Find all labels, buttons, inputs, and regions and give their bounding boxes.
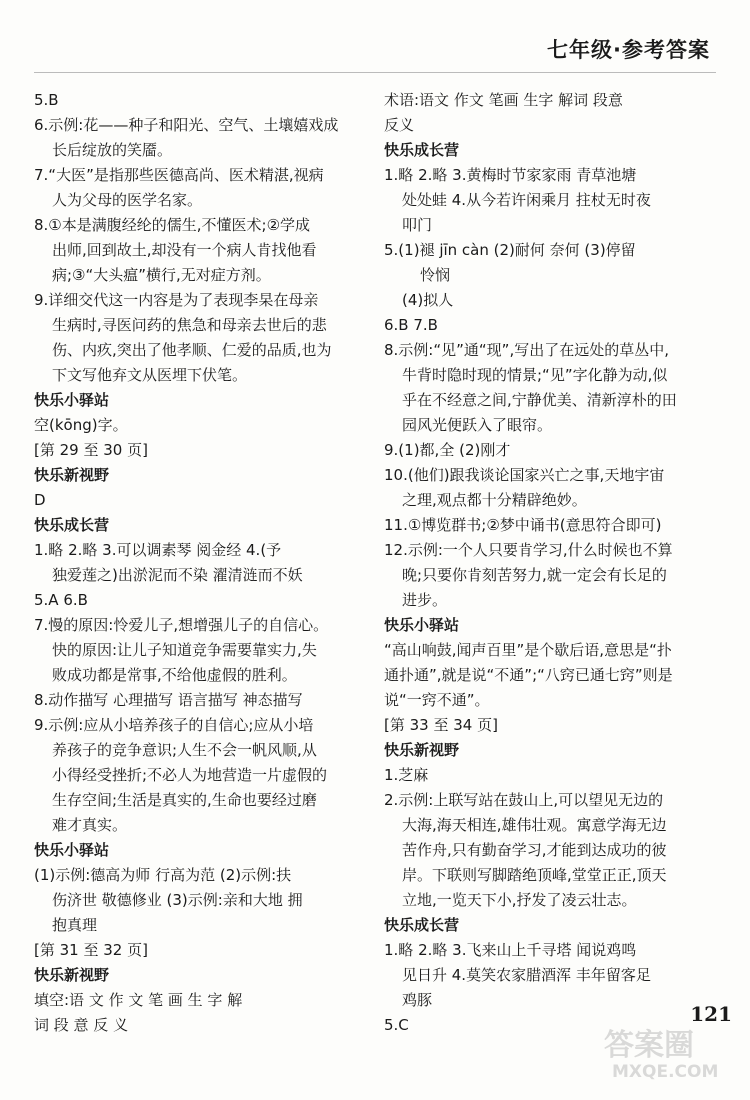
text-line: 说“一窍不通”。	[384, 691, 490, 709]
watermark-url: MXQE.COM	[612, 1062, 719, 1082]
text-line: 5.A 6.B	[34, 591, 88, 609]
text-line: 5.(1)褪 jīn càn (2)耐何 奈何 (3)停留	[384, 241, 636, 259]
text-line: 伤济世 敬德修业 (3)示例:亲和大地 拥	[52, 891, 303, 909]
text-line: 鸡豚	[402, 991, 433, 1009]
text-line: 2.示例:上联写站在鼓山上,可以望见无边的	[384, 791, 664, 809]
text-line: 进步。	[402, 591, 448, 609]
text-line: 1.芝麻	[384, 766, 429, 784]
section-heading: 快乐成长营	[384, 916, 460, 934]
text-line: 词 段 意 反 义	[34, 1016, 129, 1034]
text-line: 11.①博览群书;②梦中诵书(意思符合即可)	[384, 516, 662, 534]
text-line: 1.略 2.略 3.黄梅时节家家雨 青草池塘	[384, 166, 637, 184]
text-line: 下文写他弃文从医埋下伏笔。	[52, 366, 248, 384]
watermark-text: 答案圈	[604, 1028, 694, 1063]
text-line: 生病时,寻医问药的焦急和母亲去世后的悲	[52, 316, 327, 334]
text-line: 乎在不经意之间,宁静优美、清新淳朴的田	[402, 391, 677, 409]
text-line: 大海,海天相连,雄伟壮观。寓意学海无边	[402, 816, 667, 834]
text-line: 9.(1)都,全 (2)刚才	[384, 441, 511, 459]
text-line: [第 33 至 34 页]	[384, 716, 498, 734]
text-line: [第 31 至 32 页]	[34, 941, 148, 959]
section-heading: 快乐小驿站	[384, 616, 460, 634]
text-line: 病;③“大头瘟”横行,无对症方剂。	[52, 266, 271, 284]
text-line: 8.示例:“见”通“现”,写出了在远处的草丛中,	[384, 341, 669, 359]
text-line: 6.B 7.B	[384, 316, 438, 334]
text-line: 12.示例:一个人只要肯学习,什么时候也不算	[384, 541, 673, 559]
text-line: 1.略 2.略 3.飞来山上千寻塔 闻说鸡鸣	[384, 941, 637, 959]
text-line: 生存空间;生活是真实的,生命也要经过磨	[52, 791, 317, 809]
header-rule	[34, 72, 716, 73]
text-line: 叩门	[402, 216, 433, 234]
section-heading: 快乐成长营	[384, 141, 460, 159]
text-line: 9.详细交代这一内容是为了表现李杲在母亲	[34, 291, 319, 309]
section-heading: 快乐小驿站	[34, 391, 110, 409]
text-line: 小得经受挫折;不必人为地营造一片虚假的	[52, 766, 328, 784]
text-line: 8.①本是满腹经纶的儒生,不懂医术;②学成	[34, 216, 311, 234]
text-line: 7.慢的原因:怜爱儿子,想增强儿子的自信心。	[34, 616, 329, 634]
text-line: 快的原因:让儿子知道竞争需要靠实力,失	[52, 641, 317, 659]
text-line: 术语:语文 作文 笔画 生字 解词 段意	[384, 91, 623, 109]
left-column	[34, 88, 364, 1038]
text-line: 空(kōng)字。	[34, 416, 128, 434]
section-heading: 快乐新视野	[34, 466, 110, 484]
text-line: 5.B	[34, 91, 59, 109]
text-line: 之理,观点都十分精辟绝妙。	[402, 491, 587, 509]
text-line: 抱真理	[52, 916, 98, 934]
page-number: 121	[690, 1002, 732, 1026]
text-line: 难才真实。	[52, 816, 128, 834]
text-line: 养孩子的竞争意识;人生不会一帆风顺,从	[52, 741, 317, 759]
text-line: 9.示例:应从小培养孩子的自信心;应从小培	[34, 716, 314, 734]
text-line: 填空:语 文 作 文 笔 画 生 字 解	[34, 991, 243, 1009]
text-line: [第 29 至 30 页]	[34, 441, 148, 459]
text-line: 人为父母的医学名家。	[52, 191, 203, 209]
text-line: 见日升 4.莫笑农家腊酒浑 丰年留客足	[402, 966, 651, 984]
text-line: 7.“大医”是指那些医德高尚、医术精湛,视病	[34, 166, 324, 184]
right-column	[384, 88, 724, 1038]
text-line: 1.略 2.略 3.可以调素琴 阅金经 4.(予	[34, 541, 282, 559]
text-line: (1)示例:德高为师 行高为范 (2)示例:扶	[34, 866, 292, 884]
page-header	[0, 0, 750, 80]
text-line: 苦作舟,只有勤奋学习,才能到达成功的彼	[402, 841, 667, 859]
text-line: 反义	[384, 116, 415, 134]
text-line: 伤、内疚,突出了他孝顺、仁爱的品质,也为	[52, 341, 332, 359]
section-heading: 快乐新视野	[384, 741, 460, 759]
section-heading: 快乐成长营	[34, 516, 110, 534]
text-line: 10.(他们)跟我谈论国家兴亡之事,天地宇宙	[384, 466, 665, 484]
text-line: 牛背时隐时现的情景;“见”字化静为动,似	[402, 366, 668, 384]
text-line: 出师,回到故土,却没有一个病人肯找他看	[52, 241, 317, 259]
text-line: 立地,一览天下小,抒发了凌云壮志。	[402, 891, 637, 909]
text-line: (4)拟人	[402, 291, 454, 309]
text-line: 败成功都是常事,不给他虚假的胜利。	[52, 666, 297, 684]
text-line: 长后绽放的笑靥。	[52, 141, 173, 159]
section-heading: 快乐小驿站	[34, 841, 110, 859]
text-line: 园风光便跃入了眼帘。	[402, 416, 553, 434]
text-line: 6.示例:花——种子和阳光、空气、土壤嬉戏成	[34, 116, 339, 134]
section-heading: 快乐新视野	[34, 966, 110, 984]
header-title: 七年级·参考答案	[547, 38, 710, 62]
text-line: 岸。下联则写脚踏绝顶峰,堂堂正正,顶天	[402, 866, 667, 884]
text-line: 8.动作描写 心理描写 语言描写 神态描写	[34, 691, 303, 709]
text-line: D	[34, 491, 46, 509]
watermark-logo	[600, 1020, 740, 1090]
text-line: 通扑通”,就是说“不通”;“八窍已通七窍”则是	[384, 666, 673, 684]
text-line: 晚;只要你肯刻苦努力,就一定会有长足的	[402, 566, 667, 584]
text-line: 独爱莲之)出淤泥而不染 濯清涟而不妖	[52, 566, 303, 584]
text-line: 处处蛙 4.从今若许闲乘月 拄杖无时夜	[402, 191, 651, 209]
text-line: “高山响鼓,闻声百里”是个歇后语,意思是“扑	[384, 641, 672, 659]
text-line: 怜悯	[420, 266, 451, 284]
text-line: 5.C	[384, 1016, 409, 1034]
